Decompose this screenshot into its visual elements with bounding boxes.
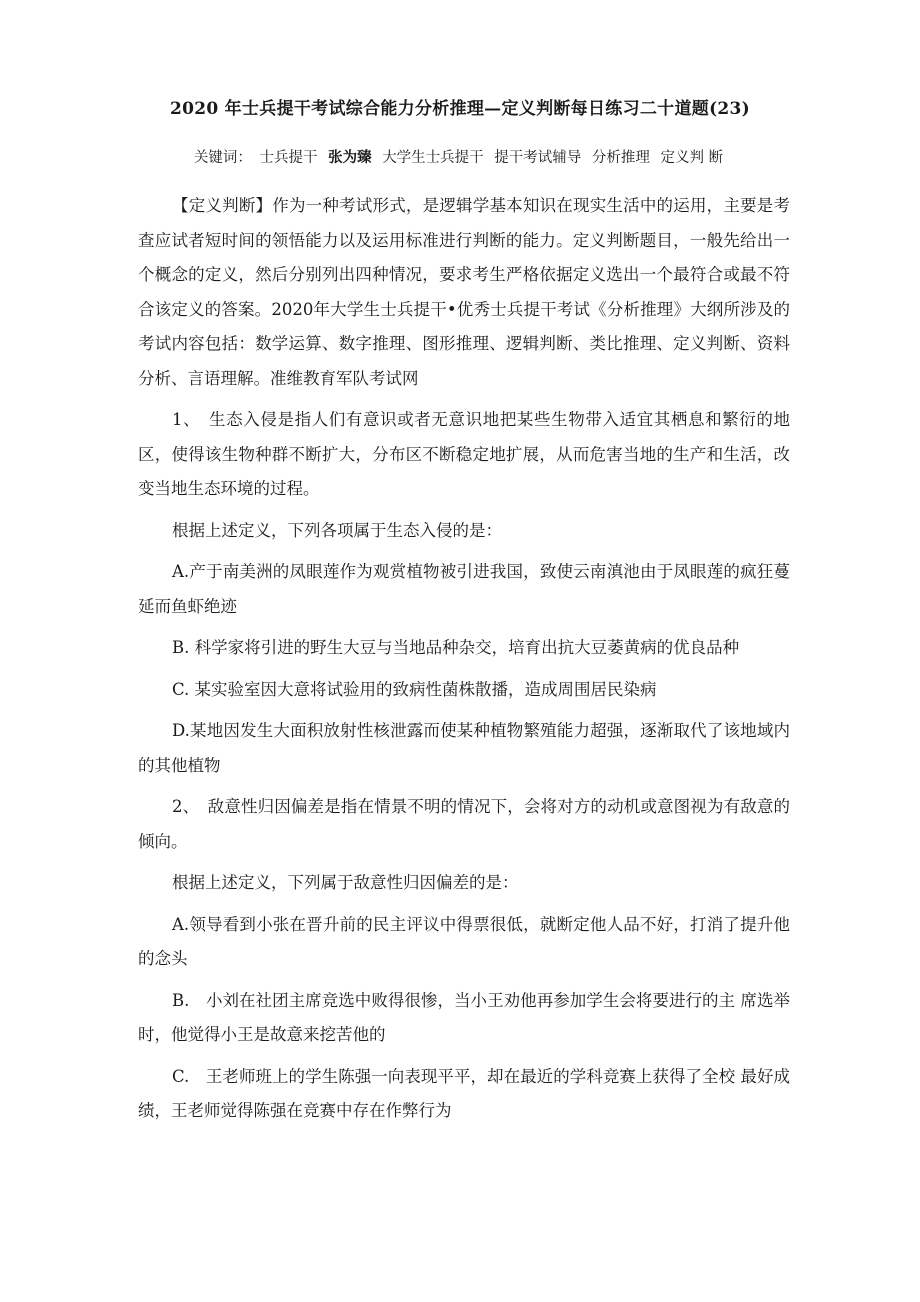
question-1-option-d: D.某地因发生大面积放射性核泄露而使某种植物繁殖能力超强，逐渐取代了该地域内的其他植物 bbox=[138, 721, 790, 775]
keywords-label: 关键词： bbox=[193, 150, 252, 166]
question-2-option-b: B. 小刘在社团主席竞选中败得很惨，当小王劝他再参加学生会将要进行的主 席选举时，他觉得小王是故意来挖苦他的 bbox=[138, 990, 790, 1044]
keyword-tag: 大学生士兵提干 bbox=[382, 150, 484, 166]
question-1-option-c: C. 某实验室因大意将试验用的致病性菌株散播，造成周围居民染病 bbox=[172, 679, 657, 699]
question-1-option-b: B. 科学家将引进的野生大豆与当地品种杂交，培育出抗大豆萎黄病的优良品种 bbox=[172, 638, 740, 657]
keyword-tag-author: 张为臻 bbox=[328, 149, 372, 166]
question-2-option-a: A.领导看到小张在晋升前的民主评议中得票很低，就断定他人品不好，打消了提升他的念头 bbox=[138, 914, 790, 968]
keywords-line bbox=[0, 146, 920, 167]
question-2-option-c: C. 王老师班上的学生陈强一向表现平平，却在最近的学科竞赛上获得了全校 最好成绩，王老师觉得陈强在竞赛中存在作弊行为 bbox=[138, 1066, 790, 1120]
question-2-stem: 2、 敌意性归因偏差是指在情景不明的情况下，会将对方的动机或意图视为有敌意的倾向。 bbox=[138, 797, 790, 851]
intro-paragraph: 【定义判断】作为一种考试形式，是逻辑学基本知识在现实生活中的运用，主要是考查应试者短时间的领悟能力以及运用标准进行判断的能力。定义判断题目，一般先给出一个概念的定义，然后分别列出四种情况，要求考生严格依据定义选出一个最符合或最不符合该定义的答案。2020年大学生士兵提干•优秀士兵提干考试《分析推理》大纲所涉及的考试内容包括：数学运算、数字推理、图形推理、逻辑判断、类比推理、定义判断、资料分析、言语理解。准维教育军队考试网 bbox=[138, 196, 790, 388]
question-1-prompt: 根据上述定义，下列各项属于生态入侵的是： bbox=[172, 520, 502, 540]
keyword-tag: 士兵提干 bbox=[259, 150, 318, 166]
document-body bbox=[138, 189, 790, 1136]
question-1-stem: 1、 生态入侵是指人们有意识或者无意识地把某些生物带入适宜其栖息和繁衍的地区，使得该生物种群不断扩大，分布区不断稳定地扩展，从而危害当地的生产和生活，改变当地生态环境的过程。 bbox=[138, 410, 790, 498]
keyword-tag: 定义判 断 bbox=[660, 150, 724, 166]
question-1-option-a: A.产于南美洲的凤眼莲作为观赏植物被引进我国，致使云南滇池由于凤眼莲的疯狂蔓延而鱼虾绝迹 bbox=[138, 562, 790, 616]
keyword-tag: 分析推理 bbox=[591, 150, 650, 166]
question-2-prompt: 根据上述定义，下列属于敌意性归因偏差的是： bbox=[172, 873, 519, 892]
document-title: 2020 年士兵提干考试综合能力分析推理—定义判断每日练习二十道题(23) bbox=[169, 99, 751, 119]
keyword-tag: 提干考试辅导 bbox=[494, 150, 582, 166]
